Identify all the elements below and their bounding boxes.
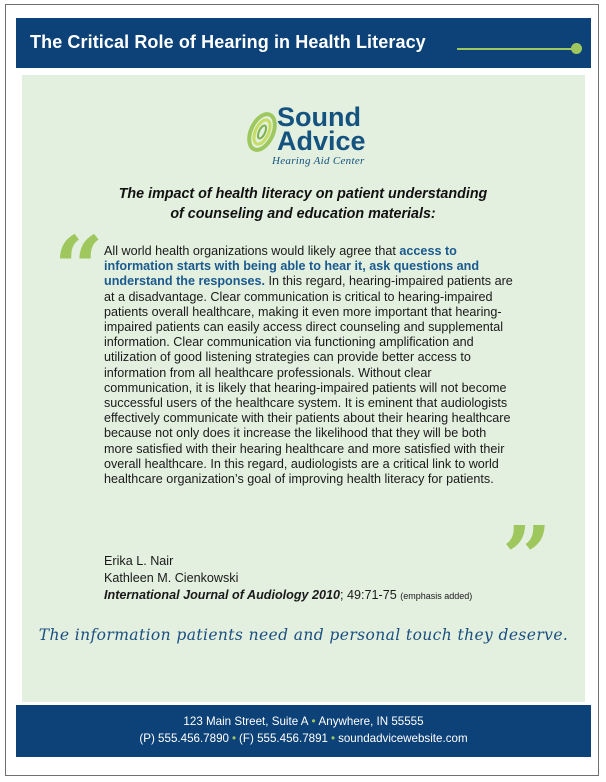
footer-contact-line <box>16 730 591 747</box>
page-title: The Critical Role of Hearing in Health Literacy <box>30 32 426 52</box>
footer-banner <box>16 705 591 757</box>
quote-emphasis: access to information starts with being able to hear it, ask questions and understand the responses. <box>104 244 480 289</box>
author-1: Erika L. Nair <box>104 554 174 568</box>
quote-rest: In this regard, hearing-impaired patients are at a disadvantage. Clear communication is critical to hearing-impaired patients overall healthcare, making it even more important that hearing-impaired patients can easily access direct counseling and supplemental information. Clear communication via functioning amplification and utilization of good listening strategies can provide better access to information from all healthcare professionals. Without clear communication, it is likely that hearing-impaired patients will not become successful users of the healthcare system. It is eminent that audiologists effectively communicate with their patients about their hearing healthcare because not only does it increase the likelihood that they will be both more satisfied with their hearing healthcare and more satisfied with their overall healthcare. In this regard, audiologists are a critical link to world healthcare organization’s goal of improving health literacy for patients. <box>104 274 513 487</box>
quote-body <box>104 244 516 487</box>
intro-line-2: of counseling and education materials: <box>170 206 436 222</box>
header-accent-line <box>457 48 575 50</box>
footer-address-line <box>16 705 591 730</box>
journal-title: International Journal of Audiology 2010 <box>104 588 341 602</box>
journal-line <box>104 587 524 605</box>
logo-subtitle: Hearing Aid Center <box>272 155 365 167</box>
footer-fax: (F) 555.456.7891 <box>239 732 328 745</box>
emphasis-note: (emphasis added) <box>400 591 473 601</box>
open-quote-mark: “ <box>54 218 104 319</box>
citation-block <box>104 553 524 605</box>
footer-bullet: • <box>231 732 237 745</box>
quote-lead: All world health organizations would likely agree that <box>104 244 400 258</box>
logo-word-advice: Advice <box>277 126 366 156</box>
header-accent-dot <box>571 43 582 54</box>
logo-word-sound: Sound <box>277 102 361 132</box>
footer-phone: (P) 555.456.7890 <box>139 732 229 745</box>
ear-swirl-icon <box>242 105 282 157</box>
footer-bullet: • <box>331 732 336 745</box>
footer-bullet: • <box>311 715 316 728</box>
footer-city: Anywhere, IN 55555 <box>318 715 424 728</box>
intro-heading <box>60 184 546 224</box>
tagline: The information patients need and personal touch they deserve. <box>38 626 569 644</box>
footer-street: 123 Main Street, Suite A <box>183 715 309 728</box>
author-2: Kathleen M. Cienkowski <box>104 571 239 585</box>
intro-line-1: The impact of health literacy on patient understanding <box>118 186 488 202</box>
sound-advice-logo <box>242 103 382 169</box>
footer-website: soundadvicewebsite.com <box>338 732 468 745</box>
close-quote-mark: ” <box>502 508 552 609</box>
journal-volume: ; 49:71-75 <box>340 588 397 602</box>
header-banner <box>16 18 591 68</box>
